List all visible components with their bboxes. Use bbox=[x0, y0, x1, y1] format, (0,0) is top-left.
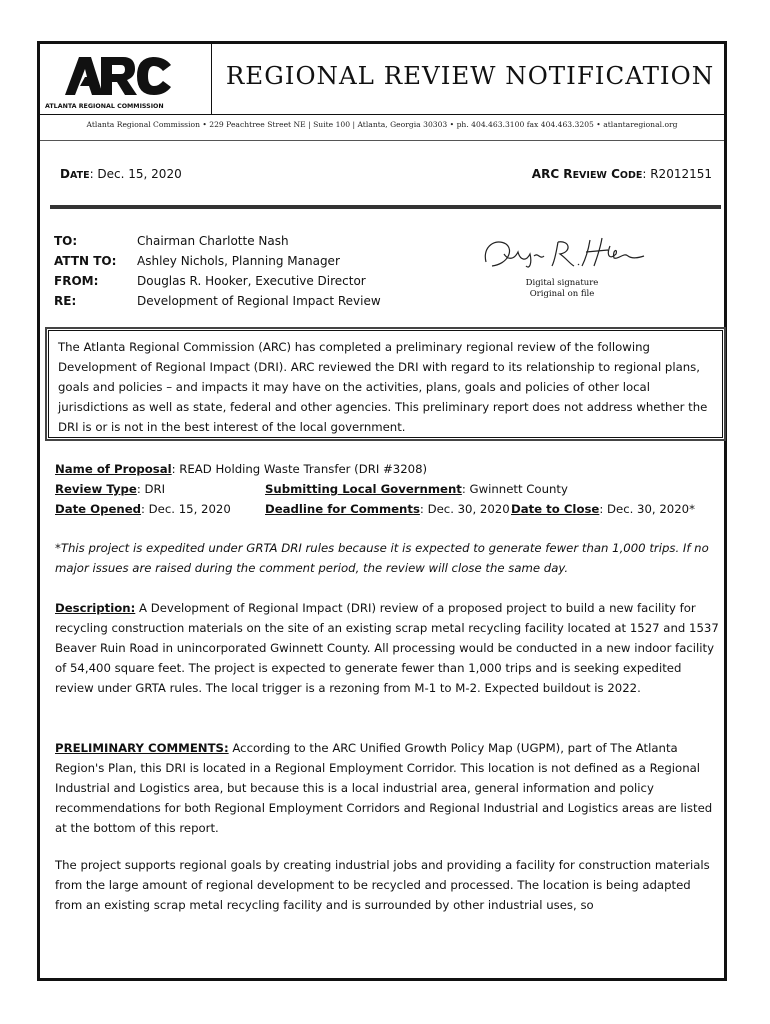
arc-logo bbox=[43, 51, 208, 113]
signature-image bbox=[478, 232, 648, 274]
preliminary-comments-paragraph: PRELIMINARY COMMENTS: According to the ARC Unified Growth Policy Map (UGPM), part of The Atlanta Region's Plan, this DRI is located in a Regional Employment Corridor. This location is not defined as a Regional Industrial and Logistics area, but because this is a local industrial area, general information and policy recommendations for both Regional Employment Corridors and Regional Industrial and Logistics areas are listed at the bottom of this report. bbox=[55, 741, 713, 835]
header-separator bbox=[211, 44, 212, 114]
date-value: Dec. 15, 2020 bbox=[97, 167, 182, 181]
proposal-type-row: Review Type: DRI Submitting Local Government: Gwinnett County bbox=[55, 482, 568, 496]
signature-note: Digital signature Original on file bbox=[525, 278, 599, 299]
proposal-name-row: Name of Proposal: READ Holding Waste Transfer (DRI #3208) bbox=[55, 462, 428, 476]
support-paragraph: The project supports regional goals by creating industrial jobs and providing a facility for construction materials from the large amount of regional development to be recycled and processed. The location is being adapted from an existing scrap metal recycling facility and is surrounded by other industrial uses, so bbox=[55, 858, 710, 912]
memo-from: FROM: Douglas R. Hooker, Executive Director bbox=[54, 274, 366, 288]
summary-box: The Atlanta Regional Commission (ARC) has completed a preliminary regional review of the following Development of Regional Impact (DRI). ARC reviewed the DRI with regard to its relationship to regional plans, goals and policies – and impacts it may have on the activities, plans, goals and policies of other local jurisdictions as well as state, federal and other agencies. This preliminary report does not address whether the DRI is or is not in the best interest of the local government. bbox=[48, 330, 723, 438]
review-code-line: ARC REVIEW CODE: R2012151 bbox=[531, 167, 712, 181]
review-code-value: R2012151 bbox=[650, 167, 712, 181]
proposal-dates-row: Date Opened: Dec. 15, 2020 Deadline for Comments: Dec. 30, 2020 Date to Close: Dec. 30, 2020* bbox=[55, 502, 695, 516]
divider bbox=[40, 140, 724, 141]
proposal-details bbox=[55, 459, 695, 519]
expedited-note: *This project is expedited under GRTA DRI rules because it is expected to generate fewer than 1,000 trips. If no major issues are raised during the comment period, the review will close the same day. bbox=[55, 541, 709, 575]
description-paragraph: Description: A Development of Regional Impact (DRI) review of a proposed project to build a new facility for recycling construction materials on the site of an existing scrap metal recycling facility located at 1527 and 1537 Beaver Ruin Road in unincorporated Gwinnett County. All processing would be conducted in a new indoor facility of 54,400 square feet. The project is expected to generate fewer than 1,000 trips and is seeking expedited review under GRTA rules. The local trigger is a rezoning from M-1 to M-2. Expected buildout is 2022. bbox=[55, 601, 719, 695]
header-rule bbox=[40, 114, 724, 115]
section-divider bbox=[50, 205, 721, 209]
date-line: DATE: Dec. 15, 2020 bbox=[60, 167, 182, 181]
logo-subtitle: ATLANTA REGIONAL COMMISSION bbox=[45, 103, 164, 110]
memo-to: TO: Chairman Charlotte Nash bbox=[54, 234, 289, 248]
memo-re: RE: Development of Regional Impact Review bbox=[54, 294, 381, 308]
memo-attn: ATTN TO: Ashley Nichols, Planning Manager bbox=[54, 254, 340, 268]
address-line: Atlanta Regional Commission • 229 Peachtree Street NE | Suite 100 | Atlanta, Georgia 30303 • ph. 404.463.3100 fax 404.463.3205 • atlantaregional.org bbox=[86, 120, 678, 129]
page-title: REGIONAL REVIEW NOTIFICATION bbox=[225, 61, 715, 90]
document-page bbox=[37, 41, 727, 981]
memo-block bbox=[54, 231, 381, 311]
